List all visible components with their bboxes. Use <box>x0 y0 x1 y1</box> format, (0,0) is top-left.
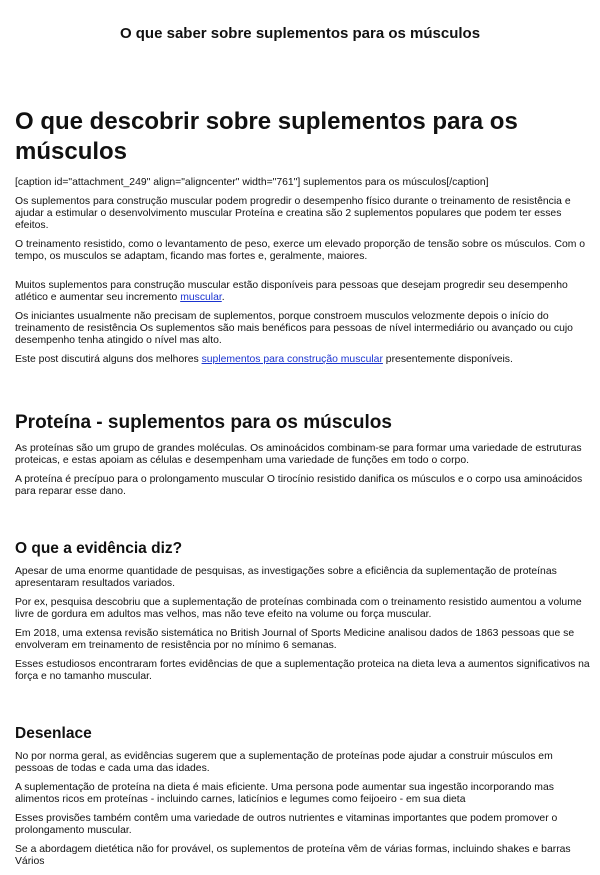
paragraph: As proteínas são um grupo de grandes moléculas. Os aminoácidos combinam-se para formar uma variedade de estruturas proteicas, e estas apoiam as células e desempenham uma variedade de funções em todo o corpo. <box>15 443 582 466</box>
paragraph <box>15 280 590 304</box>
article-body <box>15 107 590 875</box>
spacer <box>15 373 590 411</box>
paragraph-text: presentemente disponíveis. <box>382 354 513 365</box>
paragraph: O treinamento resistido, como o levantamento de peso, exerce um elevado proporção de tensão sobre os músculos. Com o tempo, os musculos se adaptam, ficando mas fortes e, geralmente, maiores. <box>15 239 586 262</box>
paragraph-text: . <box>221 292 225 303</box>
supplements-link[interactable]: suplementos para construção muscular <box>201 354 383 365</box>
paragraph: Apesar de uma enorme quantidade de pesquisas, as investigações sobre a eficiência da suplementação de proteínas apresentaram resultados variados. <box>15 566 557 589</box>
paragraph: Os suplementos para construção muscular podem progredir o desempenho físico durante o treinamento de resistência e ajudar a estimular o desenvolvimento muscular Proteína e creatina são 2 suplementos populares que podem ter esses efeitos. <box>15 196 571 231</box>
spacer <box>15 505 590 539</box>
section-heading-protein: Proteína - suplementos para os músculos <box>15 412 392 433</box>
paragraph <box>15 354 590 366</box>
paragraph: Em 2018, uma extensa revisão sistemática no British Journal of Sports Medicine analisou dados de 1863 pessoas que se envolveram em treinamento de resistência por no mínimo 6 semanas. <box>15 628 575 651</box>
muscular-link[interactable]: muscular <box>180 292 222 303</box>
paragraph: Por ex, pesquisa descobriu que a suplementação de proteínas combinada com o treinamento resistido aumentou a volume livre de gordura em adultos mas velhos, mas não teve efeito na volume ou força muscular. <box>15 597 582 620</box>
paragraph: Esses provisões também contêm uma variedade de outros nutrientes e vitaminas importantes que podem promover o prolongamento muscular. <box>15 813 558 836</box>
paragraph-text: Este post discutirá alguns dos melhores <box>15 354 202 365</box>
spacer <box>15 690 590 724</box>
paragraph: Os iniciantes usualmente não precisam de suplementos, porque constroem musculos velozmente depois o início do treinamento de resistência Os suplementos são mais benéficos para pessoas de nível intermediário ou avançado ou cujo desempenho tenha atingido o nível mas alto. <box>15 311 573 346</box>
section-heading-conclusion: Desenlace <box>15 725 92 742</box>
article-heading: O que descobrir sobre suplementos para os músculos <box>15 108 518 165</box>
spacer <box>15 270 590 280</box>
caption-shortcode: [caption id="attachment_249" align="aligncenter" width="761"] suplementos para os músculos[/caption] <box>15 177 489 188</box>
paragraph: A proteína é precípuo para o prolongamento muscular O tirocínio resistido danifica os músculos e o corpo usa aminoácidos para reparar esse dano. <box>15 474 583 497</box>
paragraph: A suplementação de proteína na dieta é mais eficiente. Uma persona pode aumentar sua ingestão incorporando mas alimentos ricos em proteínas - incluindo carnes, laticínios e legumes como feijoeiro - em sua dieta <box>15 782 554 805</box>
paragraph: Esses estudiosos encontraram fortes evidências de que a suplementação proteica na dieta leva a aumentos significativos na força e no tamanho muscular. <box>15 659 590 682</box>
paragraph-text: Muitos suplementos para construção muscular estão disponíveis para pessoas que desejam progredir seu desempenho atlético e aumentar seu incremento <box>15 280 568 303</box>
paragraph: No por norma geral, as evidências sugerem que a suplementação de proteínas pode ajudar a construir músculos em pessoas de todas e cada uma das idades. <box>15 751 553 774</box>
document-title: O que saber sobre suplementos para os músculos <box>119 25 481 42</box>
paragraph: Se a abordagem dietética não for provável, os suplementos de proteína vêm de várias formas, incluindo shakes e barras Vários <box>15 844 571 867</box>
section-heading-evidence: O que a evidência diz? <box>15 540 183 557</box>
